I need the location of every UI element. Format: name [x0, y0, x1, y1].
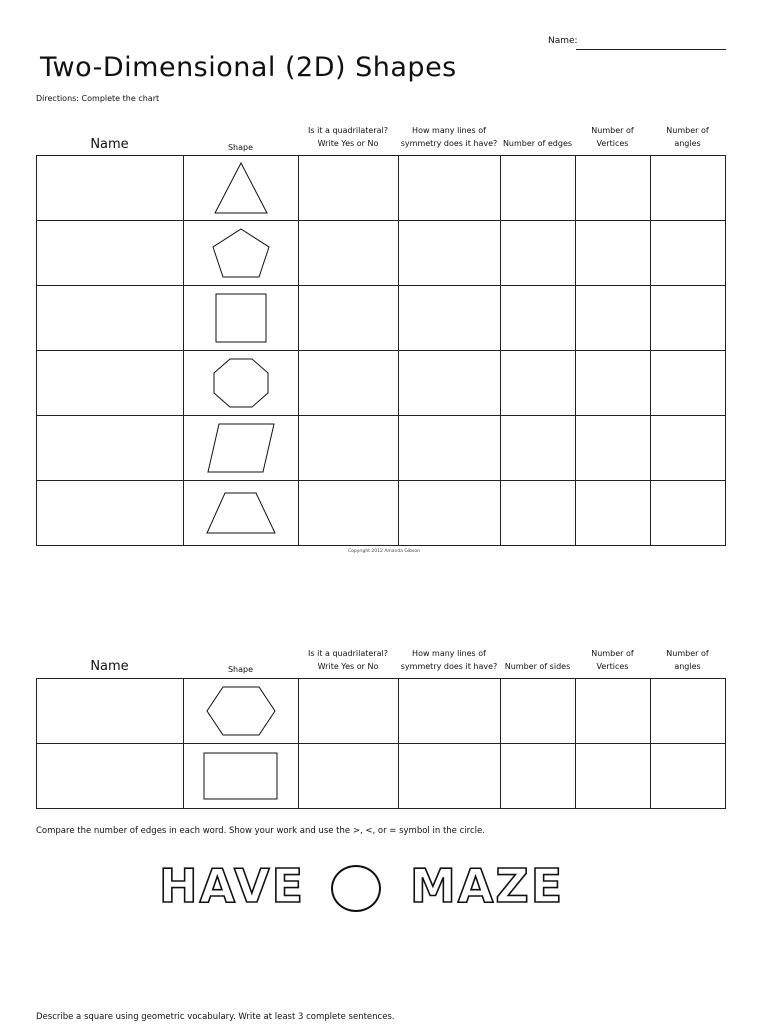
- angles-cell[interactable]: [651, 744, 726, 809]
- edges-cell[interactable]: [501, 221, 576, 286]
- t1-header-edges: Number of edges: [502, 139, 573, 148]
- page-title: Two-Dimensional (2D) Shapes: [40, 52, 457, 83]
- angles-cell[interactable]: [651, 416, 726, 481]
- shape-cell: [184, 416, 299, 481]
- t2-header-vertices-line2: Vertices: [596, 662, 629, 671]
- t2-header-angles-line1: Number of: [666, 649, 709, 658]
- vertices-cell[interactable]: [576, 416, 651, 481]
- parallelogram-icon: [206, 422, 276, 474]
- t1-header-quadrilateral: [298, 124, 398, 150]
- copyright-text: Copyright 2012 Amanda Gibson: [348, 549, 420, 554]
- name-input-line[interactable]: [576, 49, 726, 50]
- shape-cell: [184, 351, 299, 416]
- symmetry-cell[interactable]: [399, 286, 501, 351]
- sides-cell[interactable]: [501, 679, 576, 744]
- t1-header-name: Name: [90, 137, 129, 152]
- hexagon-icon: [205, 685, 277, 737]
- comparison-circle[interactable]: [331, 865, 381, 912]
- quadrilateral-cell[interactable]: [299, 744, 399, 809]
- t2-header-shape: Shape: [227, 665, 254, 674]
- table-row: [37, 416, 726, 481]
- quadrilateral-cell[interactable]: [299, 416, 399, 481]
- vertices-cell[interactable]: [576, 286, 651, 351]
- t2-header-quadrilateral: [298, 647, 398, 673]
- word-maze: MAZE: [410, 859, 565, 913]
- t2-header-symmetry-line2: symmetry does it have?: [400, 662, 498, 671]
- quadrilateral-cell[interactable]: [299, 156, 399, 221]
- name-cell[interactable]: [37, 416, 184, 481]
- shape-cell: [184, 221, 299, 286]
- symmetry-cell[interactable]: [399, 481, 501, 546]
- t2-header-vertices: [575, 647, 650, 673]
- shapes-table-2: [36, 678, 726, 809]
- name-cell[interactable]: [37, 156, 184, 221]
- angles-cell[interactable]: [651, 679, 726, 744]
- name-label: Name:: [548, 36, 578, 46]
- square-icon: [214, 293, 268, 343]
- symmetry-cell[interactable]: [399, 679, 501, 744]
- t1-header-quadrilateral-line1: Is it a quadrilateral?: [308, 126, 388, 135]
- t1-header-angles-line2: angles: [674, 139, 701, 148]
- t1-header-quadrilateral-line2: Write Yes or No: [317, 139, 379, 148]
- angles-cell[interactable]: [651, 221, 726, 286]
- shape-cell: [184, 481, 299, 546]
- table-row: [37, 351, 726, 416]
- vertices-cell[interactable]: [576, 351, 651, 416]
- name-cell[interactable]: [37, 744, 184, 809]
- shape-cell: [184, 679, 299, 744]
- t2-header-name: Name: [90, 659, 129, 674]
- name-cell[interactable]: [37, 351, 184, 416]
- shapes-table-1: [36, 155, 726, 546]
- vertices-cell[interactable]: [576, 156, 651, 221]
- name-cell[interactable]: [37, 221, 184, 286]
- vertices-cell[interactable]: [576, 679, 651, 744]
- table-row: [37, 481, 726, 546]
- t2-header-angles: [650, 647, 725, 673]
- t2-header-symmetry: [398, 647, 500, 673]
- table-row: [37, 286, 726, 351]
- edges-cell[interactable]: [501, 416, 576, 481]
- pentagon-icon: [210, 227, 272, 279]
- table-row: [37, 221, 726, 286]
- table-row: [37, 679, 726, 744]
- sides-cell[interactable]: [501, 744, 576, 809]
- t1-header-angles: [650, 124, 725, 150]
- vertices-cell[interactable]: [576, 481, 651, 546]
- symmetry-cell[interactable]: [399, 351, 501, 416]
- vertices-cell[interactable]: [576, 221, 651, 286]
- angles-cell[interactable]: [651, 481, 726, 546]
- angles-cell[interactable]: [651, 286, 726, 351]
- t1-header-symmetry-line2: symmetry does it have?: [400, 139, 498, 148]
- quadrilateral-cell[interactable]: [299, 679, 399, 744]
- word-have: HAVE: [159, 859, 305, 913]
- trapezoid-icon: [205, 491, 277, 535]
- name-cell[interactable]: [37, 679, 184, 744]
- vertices-cell[interactable]: [576, 744, 651, 809]
- compare-instruction: Compare the number of edges in each word. Show your work and use the >, <, or = symbol in the circle.: [36, 826, 485, 836]
- t1-header-shape: Shape: [227, 143, 254, 152]
- edges-cell[interactable]: [501, 481, 576, 546]
- angles-cell[interactable]: [651, 156, 726, 221]
- t2-header-quadrilateral-line2: Write Yes or No: [317, 662, 379, 671]
- t2-header-quadrilateral-line1: Is it a quadrilateral?: [308, 649, 388, 658]
- describe-instruction: Describe a square using geometric vocabulary. Write at least 3 complete sentences.: [36, 1012, 395, 1022]
- shape-cell: [184, 156, 299, 221]
- symmetry-cell[interactable]: [399, 416, 501, 481]
- triangle-icon: [211, 160, 271, 216]
- name-cell[interactable]: [37, 286, 184, 351]
- table-row: [37, 744, 726, 809]
- t1-header-angles-line1: Number of: [666, 126, 709, 135]
- t1-header-vertices-line2: Vertices: [596, 139, 629, 148]
- rectangle-icon: [202, 751, 280, 801]
- symmetry-cell[interactable]: [399, 744, 501, 809]
- quadrilateral-cell[interactable]: [299, 221, 399, 286]
- directions-text: Directions: Complete the chart: [36, 94, 160, 103]
- t1-header-symmetry-line1: How many lines of: [412, 126, 486, 135]
- shape-cell: [184, 286, 299, 351]
- quadrilateral-cell[interactable]: [299, 351, 399, 416]
- symmetry-cell[interactable]: [399, 156, 501, 221]
- edges-cell[interactable]: [501, 286, 576, 351]
- quadrilateral-cell[interactable]: [299, 481, 399, 546]
- t2-header-angles-line2: angles: [674, 662, 701, 671]
- edges-cell[interactable]: [501, 156, 576, 221]
- t2-header-symmetry-line1: How many lines of: [412, 649, 486, 658]
- angles-cell[interactable]: [651, 351, 726, 416]
- table-row: [37, 156, 726, 221]
- quadrilateral-cell[interactable]: [299, 286, 399, 351]
- t2-header-sides: Number of sides: [504, 662, 571, 671]
- symmetry-cell[interactable]: [399, 221, 501, 286]
- t1-header-vertices-line1: Number of: [591, 126, 634, 135]
- t2-header-vertices-line1: Number of: [591, 649, 634, 658]
- t1-header-symmetry: [398, 124, 500, 150]
- t1-header-vertices: [575, 124, 650, 150]
- name-cell[interactable]: [37, 481, 184, 546]
- edges-cell[interactable]: [501, 351, 576, 416]
- shape-cell: [184, 744, 299, 809]
- octagon-icon: [211, 357, 271, 409]
